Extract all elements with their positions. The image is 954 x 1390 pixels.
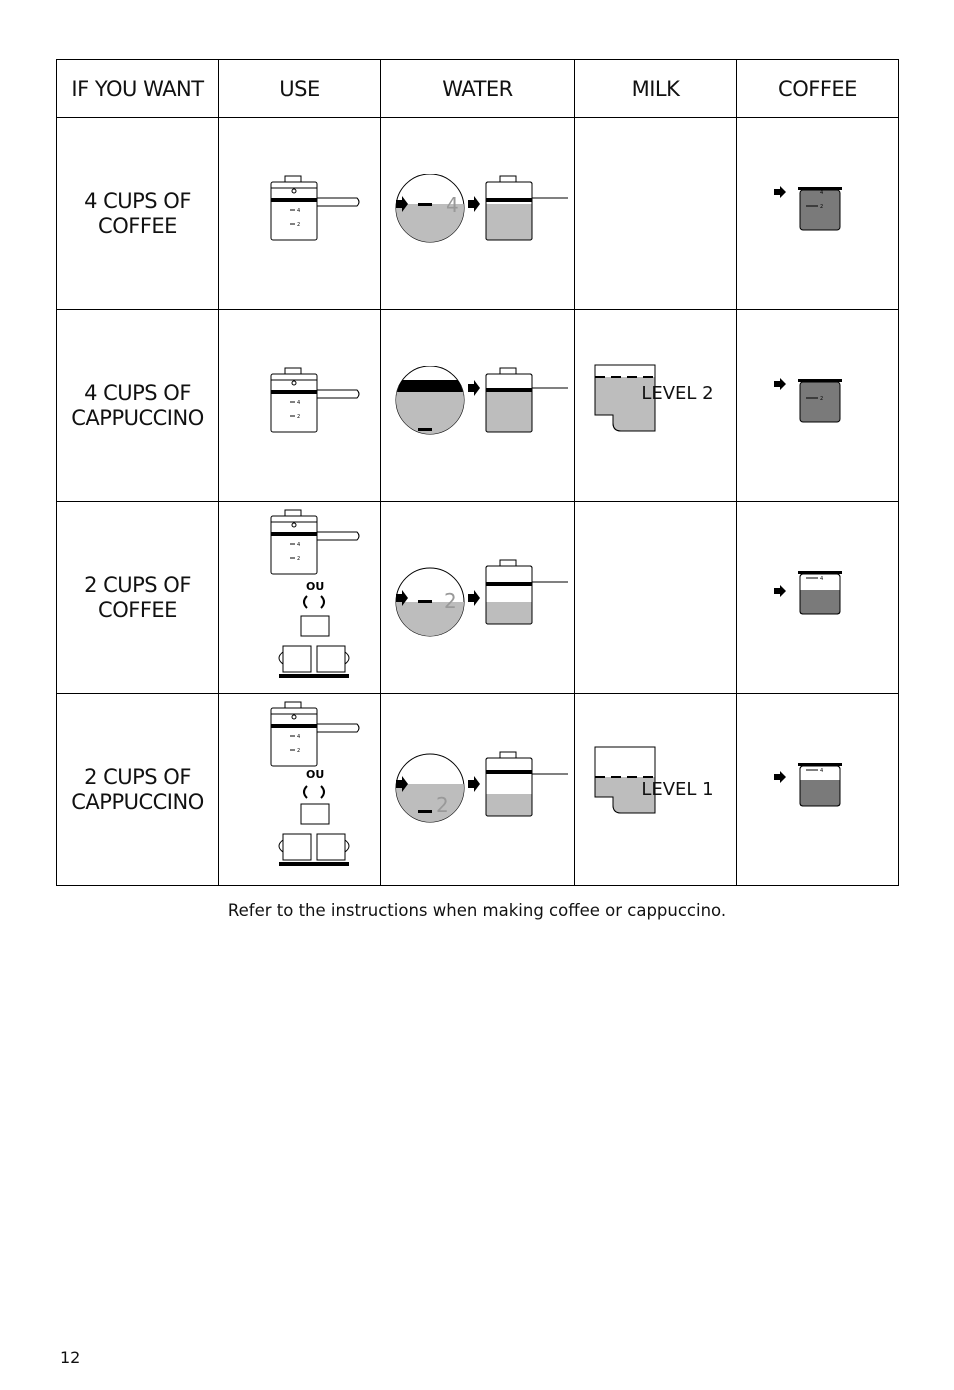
carafe-illustration: [768, 376, 868, 436]
svg-text:2: 2: [296, 413, 300, 420]
or-label: OU: [305, 579, 324, 593]
water-cell: [381, 310, 575, 502]
want-line-2: COFFEE: [98, 213, 177, 238]
usage-table: [56, 59, 899, 886]
milk-cell: [575, 502, 737, 694]
or-label: OU: [305, 767, 324, 781]
milk-cell: [575, 118, 737, 310]
tank-and-cups-illustration: [235, 700, 365, 880]
want-cell: [57, 310, 219, 502]
want-line-1: 4 CUPS OF: [84, 188, 191, 213]
coffee-cell: [737, 310, 899, 502]
svg-text:4: 4: [445, 192, 459, 217]
svg-text:2: 2: [296, 221, 300, 228]
svg-text:4: 4: [819, 767, 823, 774]
water-fill-illustration: [388, 174, 568, 254]
tank-and-cups-illustration: [235, 508, 365, 688]
header-milk: MILK: [575, 60, 737, 118]
want-line-1: 2 CUPS OF: [84, 764, 191, 789]
header-row: [57, 60, 899, 118]
table-row: [57, 310, 899, 502]
water-cell: [381, 502, 575, 694]
carafe-illustration: [768, 184, 868, 244]
coffee-cell: [737, 118, 899, 310]
svg-text:4: 4: [819, 575, 823, 582]
tank-illustration: [235, 174, 365, 254]
header-water: WATER: [381, 60, 575, 118]
want-cell: [57, 502, 219, 694]
header-want: IF YOU WANT: [57, 60, 219, 118]
svg-text:4: 4: [296, 733, 300, 740]
milk-cell: [575, 310, 737, 502]
coffee-cell: [737, 694, 899, 886]
water-fill-illustration: [388, 558, 568, 638]
milk-cell: [575, 694, 737, 886]
header-coffee: COFFEE: [737, 60, 899, 118]
water-cell: [381, 694, 575, 886]
want-line-2: CAPPUCCINO: [71, 405, 204, 430]
svg-text:4: 4: [819, 189, 823, 196]
table-row: [57, 694, 899, 886]
svg-text:2: 2: [296, 555, 300, 562]
want-line-1: 4 CUPS OF: [84, 380, 191, 405]
milk-level-label: LEVEL 2: [641, 383, 714, 404]
water-fill-illustration: [388, 366, 568, 446]
carafe-illustration: [768, 760, 868, 820]
tank-illustration: [235, 366, 365, 446]
table-row: [57, 502, 899, 694]
page-number: 12: [60, 1348, 81, 1367]
svg-text:2: 2: [819, 395, 823, 402]
water-fill-illustration: [388, 750, 568, 830]
use-cell: [219, 118, 381, 310]
carafe-illustration: [768, 568, 868, 628]
want-cell: [57, 118, 219, 310]
use-cell: [219, 694, 381, 886]
use-cell: [219, 310, 381, 502]
header-use: USE: [219, 60, 381, 118]
svg-text:2: 2: [296, 747, 300, 754]
table-row: [57, 118, 899, 310]
want-cell: [57, 694, 219, 886]
svg-text:2: 2: [443, 588, 457, 613]
want-line-2: CAPPUCCINO: [71, 789, 204, 814]
svg-text:4: 4: [296, 541, 300, 548]
svg-text:4: 4: [296, 207, 300, 214]
use-cell: [219, 502, 381, 694]
svg-text:2: 2: [819, 203, 823, 210]
water-cell: [381, 118, 575, 310]
coffee-cell: [737, 502, 899, 694]
want-line-2: COFFEE: [98, 597, 177, 622]
svg-text:2: 2: [435, 792, 449, 817]
milk-level-label: LEVEL 1: [641, 779, 714, 800]
caption: Refer to the instructions when making coffee or cappuccino.: [227, 901, 727, 920]
svg-text:4: 4: [296, 399, 300, 406]
want-line-1: 2 CUPS OF: [84, 572, 191, 597]
